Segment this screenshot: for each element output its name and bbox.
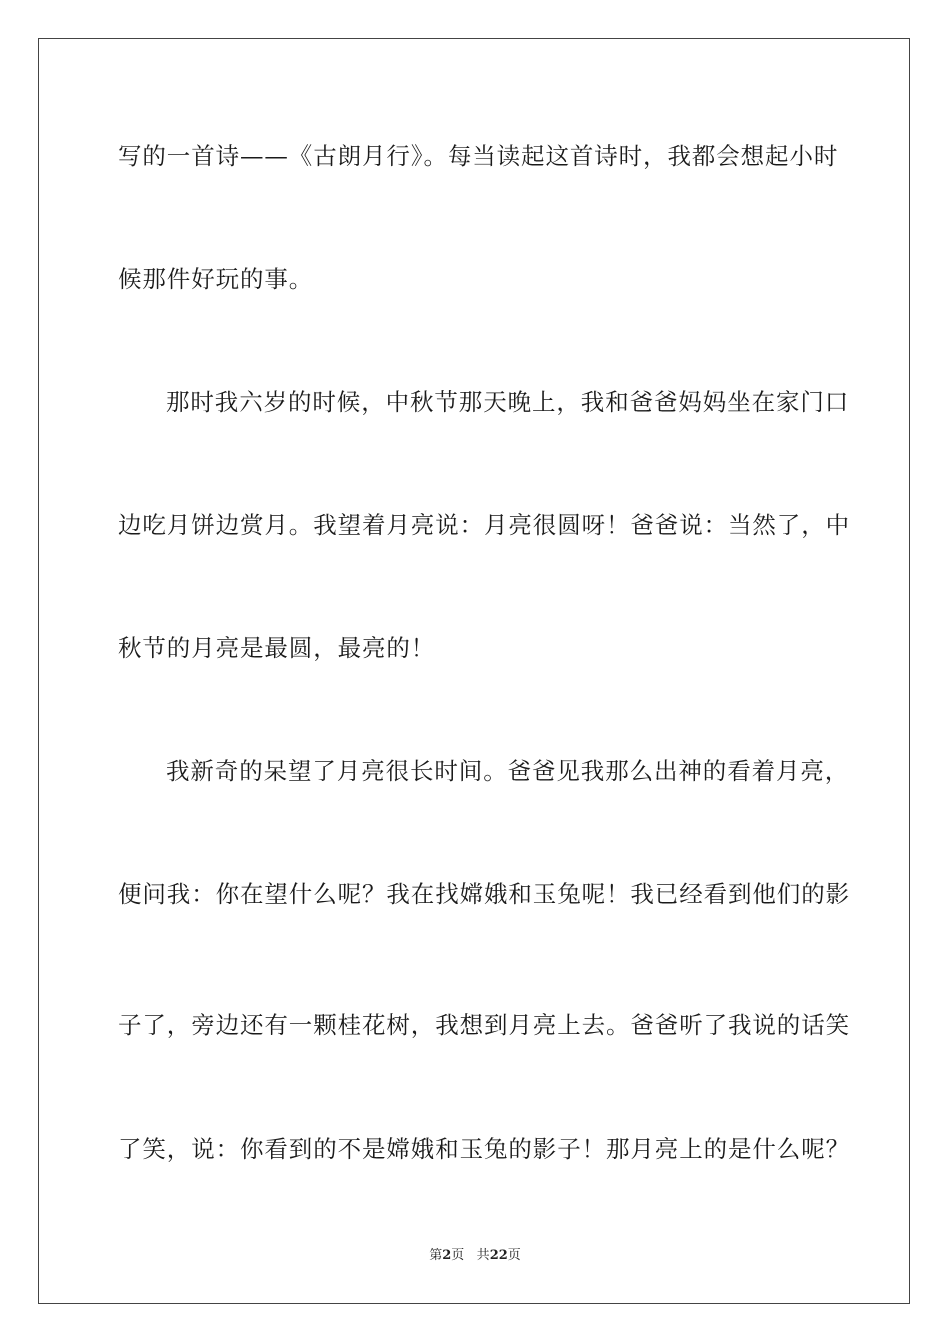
page-suffix: 页 <box>451 1248 465 1263</box>
text-line-8: 子了，旁边还有一颗桂花树，我想到月亮上去。爸爸听了我说的话笑 <box>118 1011 850 1039</box>
page-number: 2 <box>442 1248 452 1263</box>
text-line-6: 我新奇的呆望了月亮很长时间。爸爸见我那么出神的看着月亮， <box>166 757 850 785</box>
text-line-9: 了笑，说：你看到的不是嫦娥和玉兔的影子！那月亮上的是什么呢？ <box>118 1135 850 1163</box>
page-prefix: 第 <box>429 1248 443 1263</box>
total-pages: 22 <box>489 1248 508 1263</box>
page-footer <box>0 1247 950 1265</box>
text-line-5: 秋节的月亮是最圆，最亮的！ <box>118 634 436 662</box>
total-suffix: 页 <box>507 1248 521 1263</box>
total-prefix: 共 <box>476 1248 490 1263</box>
text-line-2: 候那件好玩的事。 <box>118 265 314 293</box>
text-line-1: 写的一首诗——《古朗月行》。每当读起这首诗时，我都会想起小时 <box>118 142 839 170</box>
text-line-3: 那时我六岁的时候，中秋节那天晚上，我和爸爸妈妈坐在家门口 <box>166 388 850 416</box>
page-border <box>38 38 910 1304</box>
text-line-4: 边吃月饼边赏月。我望着月亮说：月亮很圆呀！爸爸说：当然了，中 <box>118 511 850 539</box>
text-line-7: 便问我：你在望什么呢？我在找嫦娥和玉兔呢！我已经看到他们的影 <box>118 880 850 908</box>
